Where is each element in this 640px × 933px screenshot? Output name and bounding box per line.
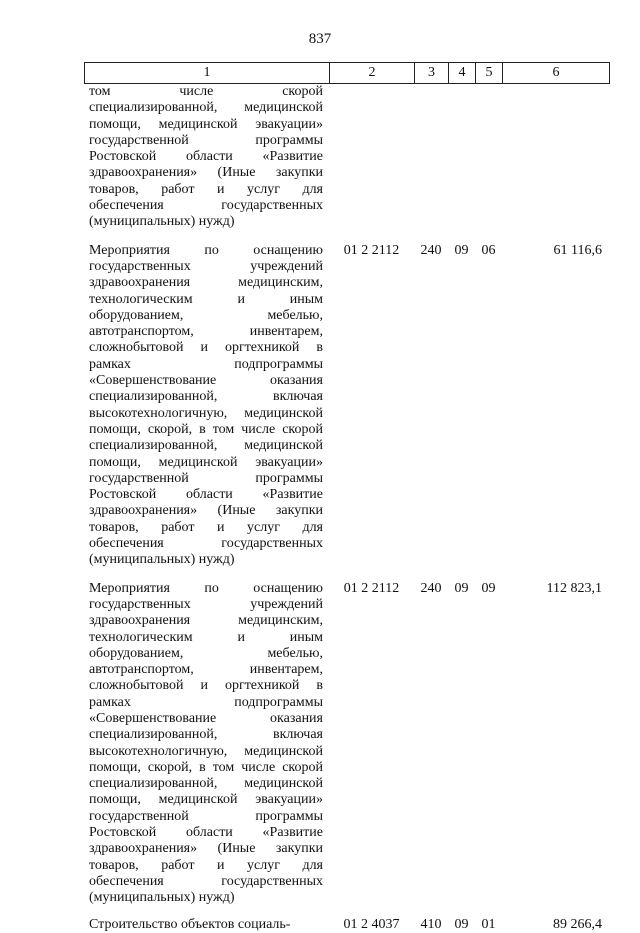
- row-description: Мероприятия по оснащению государственных учреждений здравоохранения медицинским, технологическим и иным оборудованием, мебелью, автотранспортом, инвентарем, сложнобытовой и оргтехникой в рамках подпрограммы «Совершенствование оказания специализированной, включая высокотехнологичную, медицинской помощи, скорой, в том числе скорой специализированной, медицинской помощи, медицинской эвакуации» государственной программы Ростовской области «Развитие здравоохранения» (Иные закупки товаров, работ и услуг для обеспечения государственных (муниципальных) нужд): [89, 580, 323, 906]
- table-row-continuation: [84, 84, 610, 231]
- row-section: 09: [454, 580, 469, 596]
- header-col-3: 3: [415, 63, 449, 83]
- row-sum: 112 823,1: [546, 580, 602, 596]
- page-number: 837: [308, 31, 332, 47]
- header-col-2: 2: [330, 63, 415, 83]
- header-col-6: 6: [552, 65, 560, 80]
- table-row: [84, 581, 610, 907]
- row-section: 09: [454, 242, 469, 258]
- header-col-1: 1: [85, 63, 330, 83]
- row-description: том числе скорой специализированной, медицинской помощи, медицинской эвакуации» государственной программы Ростовской области «Развитие здравоохранения» (Иные закупки товаров, работ и услуг для обеспечения государственных (муниципальных) нужд): [89, 84, 323, 230]
- row-sum: 89 266,4: [553, 916, 602, 932]
- table-header: [84, 62, 610, 84]
- row-description: Строительство объектов социаль-: [89, 916, 291, 932]
- table-body: [84, 84, 610, 933]
- row-description: Мероприятия по оснащению государственных учреждений здравоохранения медицинским, технологическим и иным оборудованием, мебелью, автотранспортом, инвентарем, сложнобытовой и оргтехникой в рамках подпрограммы «Совершенствование оказания специализированной, включая высокотехнологичную, медицинской помощи, скорой, в том числе скорой специализированной, медицинской помощи, медицинской эвакуации» государственной программы Ростовской области «Развитие здравоохранения» (Иные закупки товаров, работ и услуг для обеспечения государственных (муниципальных) нужд): [89, 242, 323, 568]
- row-expense-type: 240: [420, 580, 442, 596]
- row-expense-type: 240: [420, 242, 442, 258]
- row-expense-type: 410: [420, 916, 442, 932]
- row-code: 01 2 4037: [343, 916, 400, 932]
- row-section: 09: [454, 916, 469, 932]
- row-code: 01 2 2112: [343, 242, 400, 258]
- row-subsection: 09: [481, 580, 496, 596]
- table-row: [84, 243, 610, 569]
- header-col-4: 4: [449, 63, 476, 83]
- table-row: [84, 917, 610, 933]
- row-subsection: 06: [481, 242, 496, 258]
- header-col-5: 5: [476, 63, 503, 83]
- row-code: 01 2 2112: [343, 580, 400, 596]
- row-sum: 61 116,6: [553, 242, 602, 258]
- row-subsection: 01: [481, 916, 496, 932]
